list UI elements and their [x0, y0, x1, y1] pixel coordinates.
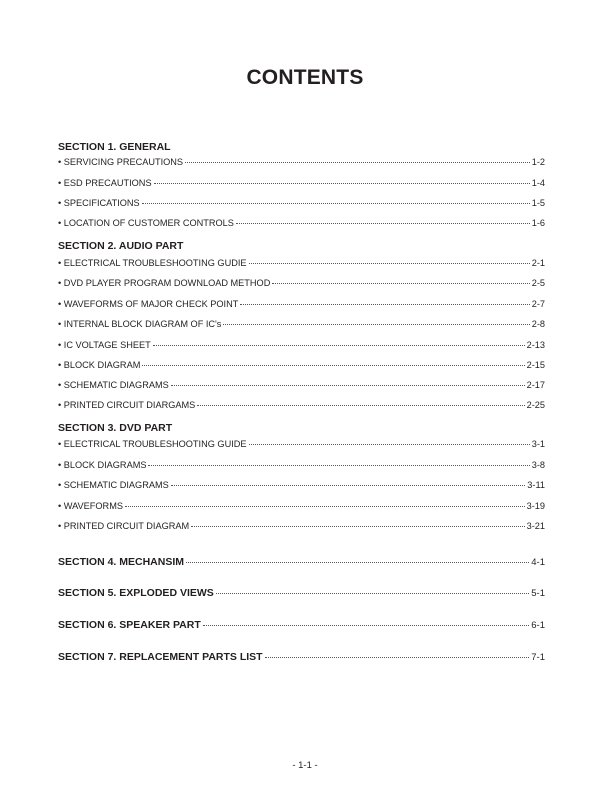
toc-major-entry[interactable] [58, 556, 545, 572]
dot-leader [191, 523, 524, 527]
toc-entry-page: 1-4 [531, 178, 545, 188]
toc-entry[interactable] [58, 218, 545, 234]
toc-entry-page: 2-7 [531, 299, 545, 309]
toc-entry[interactable] [58, 400, 545, 416]
toc-entry[interactable] [58, 360, 545, 376]
toc-entry-page: 2-1 [531, 258, 545, 268]
toc-entry-label: • DVD PLAYER PROGRAM DOWNLOAD METHOD [58, 278, 271, 288]
dot-leader [240, 301, 529, 305]
dot-leader [249, 260, 530, 264]
toc-major-page: 7-1 [531, 652, 545, 663]
toc-entry[interactable] [58, 501, 545, 517]
page-title: CONTENTS [246, 66, 364, 89]
toc-entry-page: 1-5 [531, 198, 545, 208]
toc-entry[interactable] [58, 521, 545, 537]
toc-major-page: 5-1 [531, 588, 545, 599]
toc-major-label: SECTION 7. REPLACEMENT PARTS LIST [58, 651, 263, 663]
dot-leader [171, 382, 525, 386]
toc-entry-label: • SERVICING PRECAUTIONS [58, 157, 184, 167]
dot-leader [236, 220, 530, 224]
dot-leader [142, 200, 530, 204]
toc-major-page: 6-1 [531, 620, 545, 631]
toc-major-label: SECTION 5. EXPLODED VIEWS [58, 587, 214, 599]
toc-entry[interactable] [58, 460, 545, 476]
dot-leader [265, 654, 530, 658]
toc-entry-label: • LOCATION OF CUSTOMER CONTROLS [58, 218, 234, 228]
toc-entry-label: • PRINTED CIRCUIT DIAGRAM [58, 521, 190, 531]
toc-entry[interactable] [58, 380, 545, 396]
toc-entry-label: • SPECIFICATIONS [58, 198, 140, 208]
toc-entry-page: 3-19 [526, 501, 545, 511]
toc-entry-label: • BLOCK DIAGRAM [58, 360, 141, 370]
dot-leader [197, 402, 524, 406]
toc-entry[interactable] [58, 157, 545, 173]
toc-entry-page: 3-11 [527, 480, 545, 490]
toc-entry-label: • SCHEMATIC DIAGRAMS [58, 480, 169, 490]
toc-entry[interactable] [58, 178, 545, 194]
toc-major-entry[interactable] [58, 619, 545, 635]
toc-entry[interactable] [58, 258, 545, 274]
toc-entry-page: 2-25 [526, 400, 545, 410]
section-heading: SECTION 1. GENERAL [58, 141, 171, 153]
dot-leader [154, 180, 530, 184]
toc-major-entry[interactable] [58, 587, 545, 603]
dot-leader [148, 462, 529, 466]
toc-entry[interactable] [58, 198, 545, 214]
dot-leader [142, 362, 524, 366]
section-heading: SECTION 3. DVD PART [58, 422, 173, 434]
toc-entry-label: • ESD PRECAUTIONS [58, 178, 152, 188]
dot-leader [223, 321, 529, 325]
toc-major-page: 4-1 [531, 557, 545, 568]
toc-entry[interactable] [58, 278, 545, 294]
dot-leader [153, 342, 525, 346]
toc-entry-page: 2-17 [526, 380, 545, 390]
toc-entry-label: • INTERNAL BLOCK DIAGRAM OF IC's [58, 319, 222, 329]
toc-major-label: SECTION 6. SPEAKER PART [58, 619, 201, 631]
toc-entry-page: 3-8 [531, 460, 545, 470]
toc-entry[interactable] [58, 480, 545, 496]
toc-entry-page: 2-5 [531, 278, 545, 288]
toc-entry-page: 2-13 [526, 340, 545, 350]
dot-leader [185, 159, 530, 163]
toc-entry-label: • SCHEMATIC DIAGRAMS [58, 380, 169, 390]
toc-entry-page: 1-6 [531, 218, 545, 228]
toc-entry[interactable] [58, 439, 545, 455]
page-number: - 1-1 - [292, 760, 318, 771]
dot-leader [249, 441, 530, 445]
toc-entry-label: • ELECTRICAL TROUBLESHOOTING GUDIE [58, 258, 247, 268]
toc-entry-page: 2-8 [531, 319, 545, 329]
toc-entry-page: 3-1 [531, 439, 545, 449]
toc-entry-label: • WAVEFORMS OF MAJOR CHECK POINT [58, 299, 239, 309]
toc-major-label: SECTION 4. MECHANSIM [58, 556, 185, 568]
toc-entry-page: 1-2 [531, 157, 545, 167]
toc-entry-page: 2-15 [526, 360, 545, 370]
toc-entry-label: • BLOCK DIAGRAMS [58, 460, 147, 470]
section-heading: SECTION 2. AUDIO PART [58, 240, 184, 252]
dot-leader [186, 559, 529, 563]
toc-major-entry[interactable] [58, 651, 545, 667]
dot-leader [203, 622, 530, 626]
dot-leader [216, 590, 529, 594]
toc-entry-label: • ELECTRICAL TROUBLESHOOTING GUIDE [58, 439, 247, 449]
toc-entry-label: • PRINTED CIRCUIT DIARGAMS [58, 400, 196, 410]
toc-entry-page: 3-21 [526, 521, 545, 531]
toc-entry-label: • IC VOLTAGE SHEET [58, 340, 151, 350]
dot-leader [125, 503, 525, 507]
dot-leader [171, 482, 526, 486]
toc-entry[interactable] [58, 340, 545, 356]
toc-entry-label: • WAVEFORMS [58, 501, 123, 511]
toc-entry[interactable] [58, 319, 545, 335]
dot-leader [272, 280, 529, 284]
toc-entry[interactable] [58, 299, 545, 315]
